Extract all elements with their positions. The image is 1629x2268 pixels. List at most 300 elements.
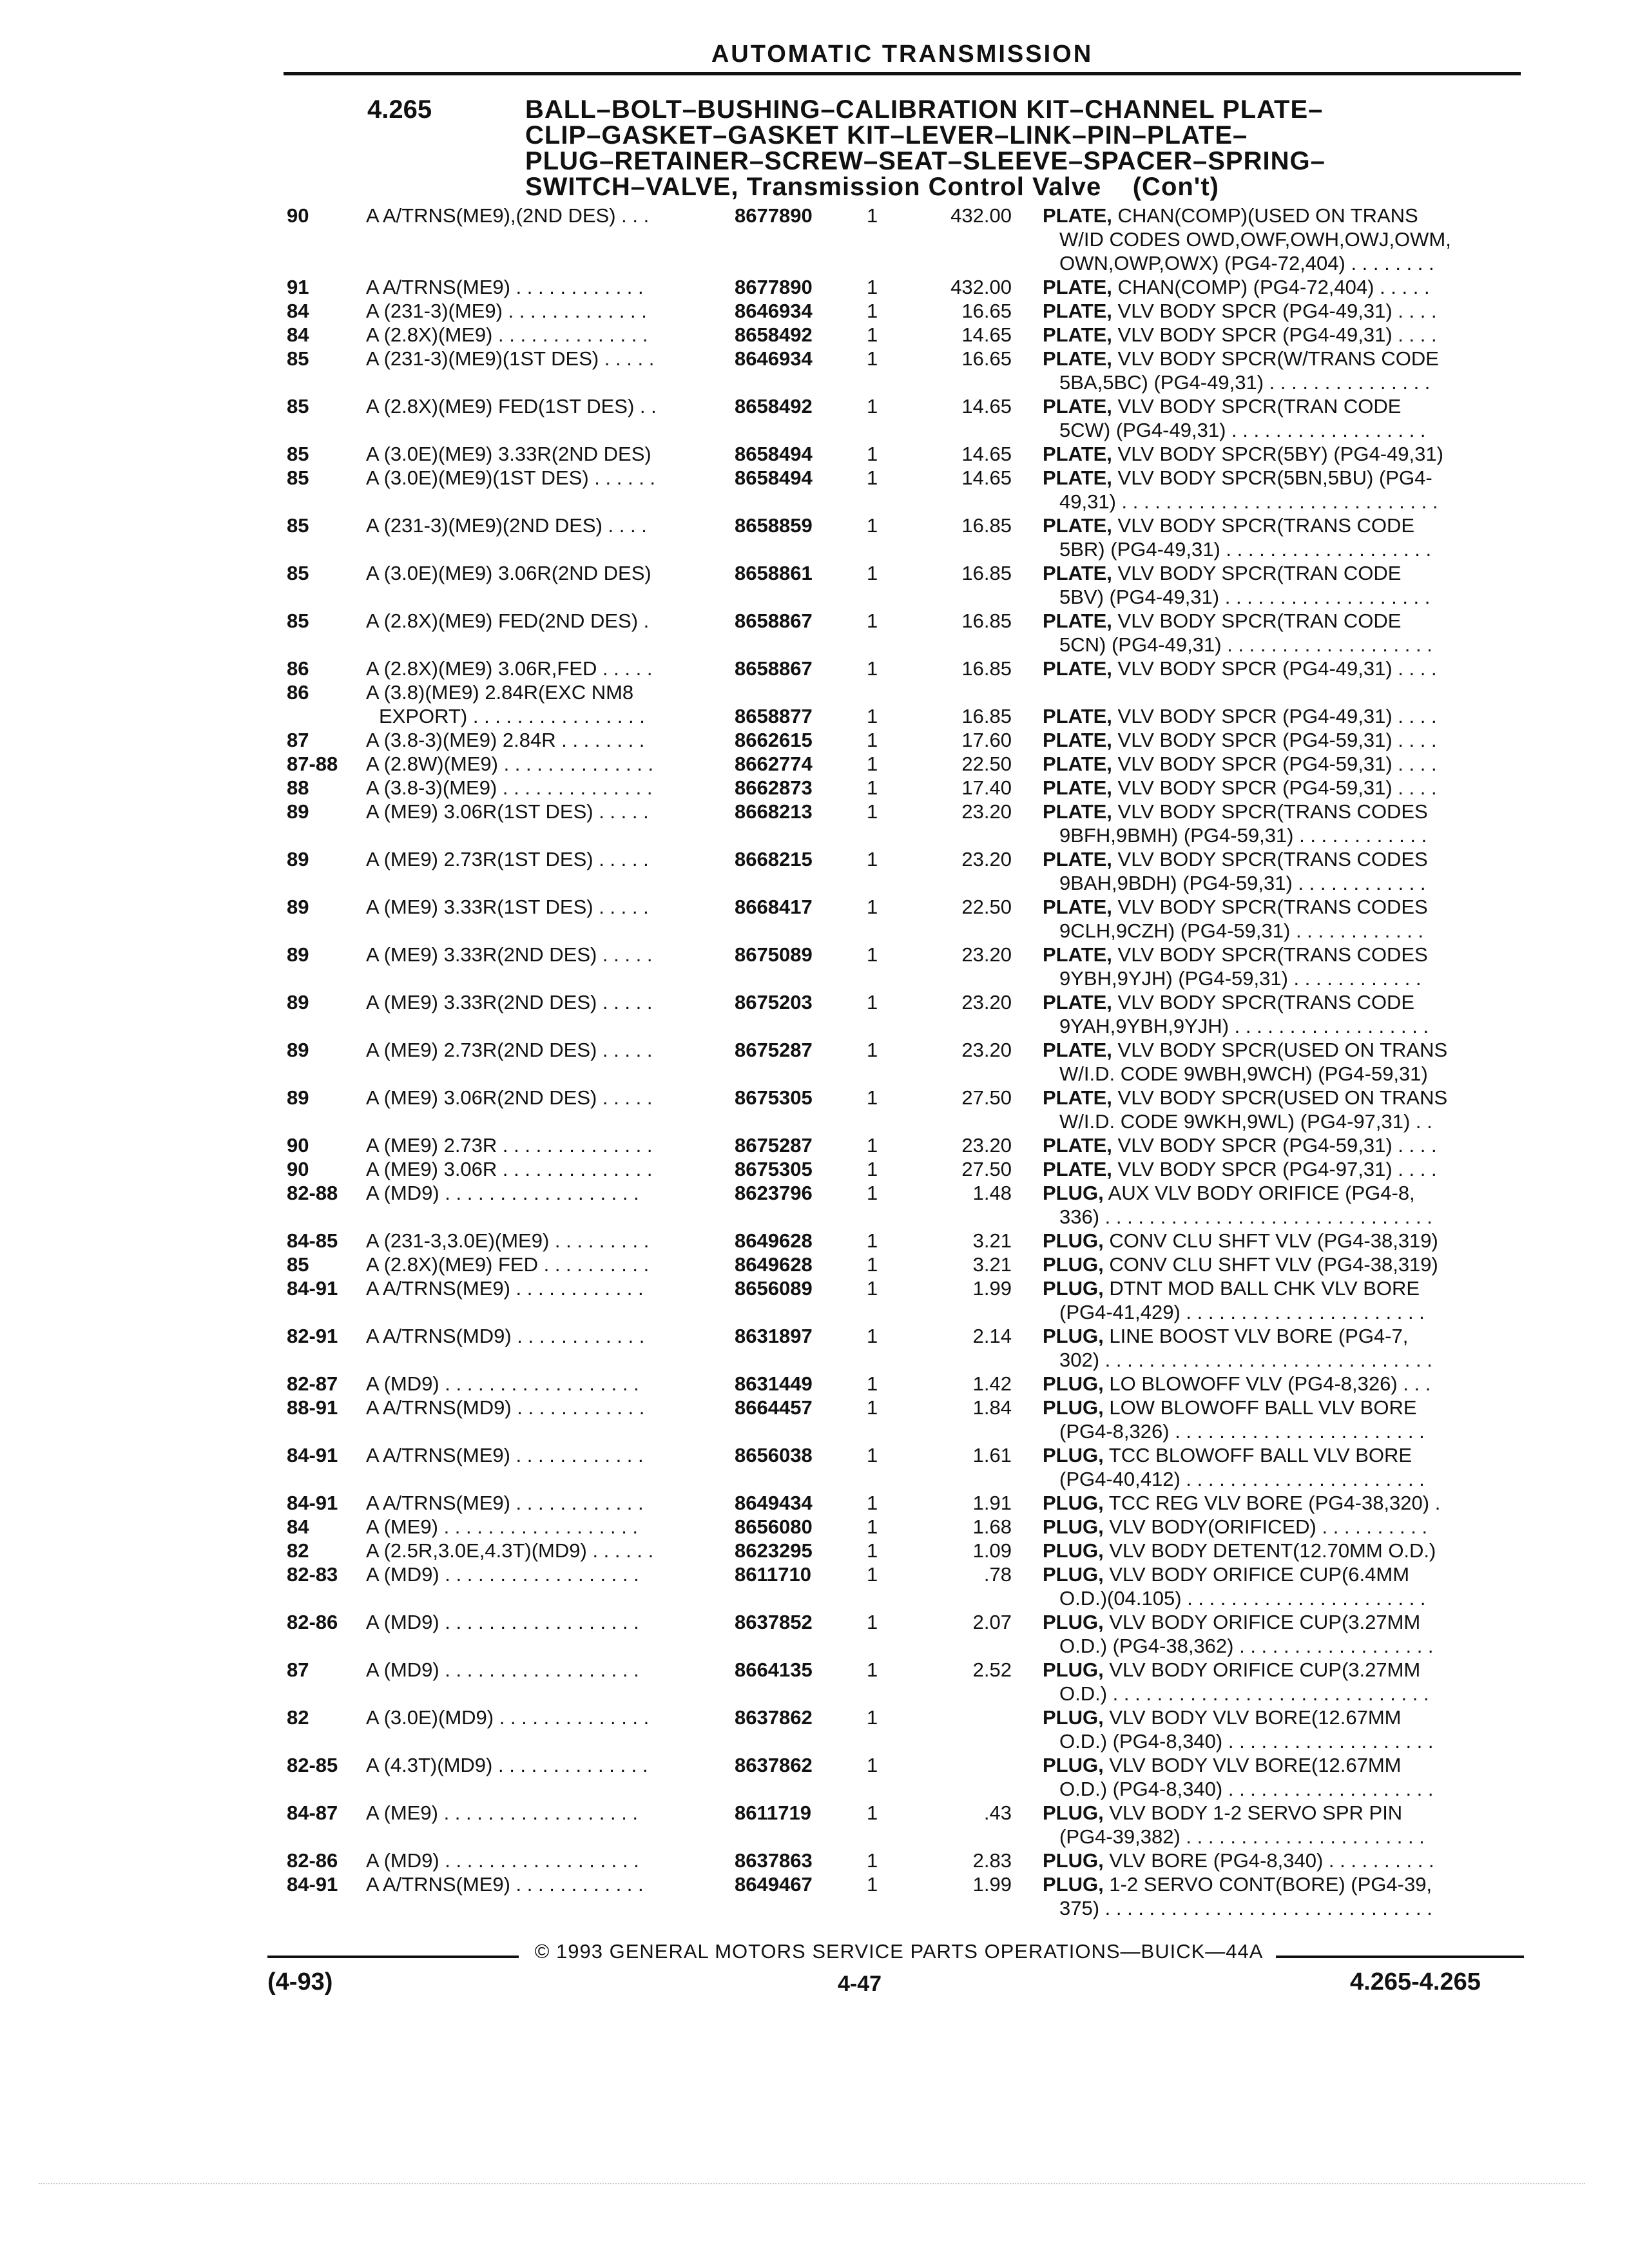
figure-number: 90 (287, 1158, 309, 1180)
quantity: 1 (867, 1515, 878, 1538)
price: 1.61 (972, 1444, 1012, 1466)
application-text: A (ME9) 2.73R(2ND DES) . . . . . (366, 1039, 653, 1061)
quantity: 1 (867, 204, 878, 227)
part-number: 8658877 (735, 705, 813, 727)
application-cell (366, 776, 652, 800)
figure-number: 84-91 (287, 1873, 338, 1896)
part-name: PLUG, (1043, 1253, 1104, 1276)
part-description-cont: O.D.) (PG4-8,340) . . . . . . . . . . . . . . . . . . . (1059, 1730, 1434, 1753)
application-cell (366, 1253, 649, 1276)
table-row (0, 1133, 1629, 1157)
part-description-cont: O.D.) (PG4-38,362) . . . . . . . . . . . . . . . . . . (1059, 1635, 1434, 1657)
quantity: 1 (867, 991, 878, 1014)
application-text: A (231-3,3.0E)(ME9) . . . . . . . . . (366, 1229, 650, 1252)
part-description-cont: 9BAH,9BDH) (PG4-59,31) . . . . . . . . . . . . (1059, 872, 1426, 894)
description-cell (1043, 347, 1439, 394)
section-number: 4.265 (367, 95, 432, 124)
quantity: 1 (867, 300, 878, 322)
price: 2.14 (972, 1325, 1012, 1347)
part-number: 8611710 (735, 1563, 811, 1586)
part-number: 8664135 (735, 1658, 813, 1681)
application-cell (366, 1706, 649, 1729)
part-description-cont: (PG4-40,412) . . . . . . . . . . . . . . . . . . . . . . (1059, 1468, 1425, 1490)
application-cell (366, 943, 652, 966)
application-cell (366, 514, 647, 537)
figure-number: 82-91 (287, 1325, 338, 1347)
description-cell (1043, 1562, 1425, 1610)
quantity: 1 (867, 1372, 878, 1395)
application-text: A (ME9) 3.33R(2ND DES) . . . . . (366, 991, 653, 1014)
part-description: VLV BODY SPCR (PG4-49,31) . . . . (1112, 705, 1437, 727)
application-text: A A/TRNS(ME9) . . . . . . . . . . . . (366, 1492, 644, 1514)
application-cell (366, 466, 655, 490)
header-rule (284, 72, 1521, 75)
part-description: VLV BODY SPCR(TRANS CODE (1112, 514, 1415, 537)
application-text: A A/TRNS(MD9) . . . . . . . . . . . . (366, 1396, 645, 1419)
part-description-cont: 5BR) (PG4-49,31) . . . . . . . . . . . . . . . . . . . (1059, 538, 1432, 561)
table-row (0, 466, 1629, 514)
figure-number: 84-91 (287, 1444, 338, 1466)
price: 17.40 (961, 776, 1012, 799)
part-description: VLV BODY SPCR(USED ON TRANS (1112, 1086, 1448, 1109)
figure-number: 84-91 (287, 1492, 338, 1514)
part-description-cont: W/I.D. CODE 9WKH,9WL) (PG4-97,31) . . (1059, 1110, 1432, 1133)
part-name: PLATE, (1043, 753, 1112, 775)
quantity: 1 (867, 1802, 878, 1824)
part-description: VLV BODY SPCR (PG4-59,31) . . . . (1112, 729, 1437, 751)
part-description: VLV BODY SPCR (PG4-59,31) . . . . (1112, 776, 1437, 799)
figure-number: 87-88 (287, 753, 338, 775)
part-name: PLUG, (1043, 1849, 1104, 1872)
figure-number: 89 (287, 800, 309, 823)
part-name: PLUG, (1043, 1539, 1104, 1562)
description-cell (1043, 1872, 1432, 1920)
part-number: 8675287 (735, 1134, 813, 1157)
quantity: 1 (867, 1706, 878, 1729)
price: 22.50 (961, 896, 1012, 918)
application-cell (366, 1086, 652, 1110)
description-cell (1043, 561, 1430, 609)
part-description: VLV BODY SPCR(TRANS CODES (1112, 896, 1428, 918)
description-cell (1043, 895, 1428, 943)
application-text: A (ME9) 3.06R . . . . . . . . . . . . . . (366, 1158, 653, 1180)
figure-number: 84 (287, 300, 309, 322)
application-text: A (ME9) 3.33R(1ST DES) . . . . . (366, 896, 649, 918)
application-cell (366, 752, 653, 776)
application-cell (366, 561, 651, 585)
part-description: VLV BODY DETENT(12.70MM O.D.) (1103, 1539, 1436, 1562)
part-name: PLATE, (1043, 276, 1112, 298)
price: 2.07 (972, 1611, 1012, 1633)
price: 1.99 (972, 1277, 1012, 1300)
part-number: 8656089 (735, 1277, 813, 1300)
application-cell (366, 1753, 648, 1777)
application-text: A (3.0E)(ME9) 3.06R(2ND DES) (366, 562, 651, 584)
table-row (0, 943, 1629, 990)
figure-number: 89 (287, 1086, 309, 1109)
quantity: 1 (867, 705, 878, 727)
part-number: 8664457 (735, 1396, 813, 1419)
price: 16.65 (961, 347, 1012, 370)
application-cell (366, 1849, 639, 1872)
application-cell (366, 1372, 639, 1396)
table-row (0, 1396, 1629, 1443)
figure-number: 88-91 (287, 1396, 338, 1419)
part-number: 8677890 (735, 276, 813, 298)
part-number: 8637852 (735, 1611, 813, 1633)
quantity: 1 (867, 562, 878, 584)
part-name: PLATE, (1043, 514, 1112, 537)
part-name: PLUG, (1043, 1444, 1104, 1466)
part-name: PLATE, (1043, 204, 1112, 227)
part-name: PLATE, (1043, 323, 1112, 346)
part-name: PLATE, (1043, 1134, 1112, 1157)
part-description: 1-2 SERVO CONT(BORE) (PG4-39, (1103, 1873, 1432, 1896)
description-cell (1043, 990, 1429, 1038)
application-cell (366, 204, 649, 227)
figure-number: 85 (287, 347, 309, 370)
application-text: A (231-3)(ME9)(2ND DES) . . . . (366, 514, 647, 537)
figure-number: 86 (287, 657, 309, 680)
section-title-tail: Transmission Control Valve (738, 173, 1102, 201)
description-cell (1043, 323, 1437, 347)
figure-number: 85 (287, 443, 309, 465)
price: 27.50 (961, 1086, 1012, 1109)
section-title-line: PLUG–RETAINER–SCREW–SEAT–SLEEVE–SPACER–SPRING– (525, 147, 1325, 175)
application-text: A (ME9) 2.73R(1ST DES) . . . . . (366, 848, 649, 870)
quantity: 1 (867, 347, 878, 370)
part-number: 8668213 (735, 800, 813, 823)
description-cell (1043, 704, 1437, 728)
part-description: LINE BOOST VLV BORE (PG4-7, (1103, 1325, 1409, 1347)
application-cell (366, 990, 652, 1014)
part-description: VLV BODY ORIFICE CUP(3.27MM (1103, 1611, 1421, 1633)
figure-number: 89 (287, 1039, 309, 1061)
part-name: PLUG, (1043, 1754, 1104, 1776)
description-cell (1043, 728, 1437, 752)
price: 23.20 (961, 1039, 1012, 1061)
part-number: 8637862 (735, 1706, 813, 1729)
part-description-cont: 5CW) (PG4-49,31) . . . . . . . . . . . . . . . . . . (1059, 419, 1426, 441)
price: 23.20 (961, 1134, 1012, 1157)
part-description: CONV CLU SHFT VLV (PG4-38,319) (1103, 1253, 1438, 1276)
part-description-cont: (PG4-41,429) . . . . . . . . . . . . . . . . . . . . . . (1059, 1301, 1425, 1323)
quantity: 1 (867, 896, 878, 918)
part-number: 8658494 (735, 443, 813, 465)
quantity: 1 (867, 276, 878, 298)
description-cell (1043, 1706, 1434, 1753)
quantity: 1 (867, 1253, 878, 1276)
part-number: 8637863 (735, 1849, 813, 1872)
part-description-cont: O.D.)(04.105) . . . . . . . . . . . . . . . . . . . . . . (1059, 1587, 1426, 1610)
quantity: 1 (867, 776, 878, 799)
table-row (0, 1253, 1629, 1276)
quantity: 1 (867, 1539, 878, 1562)
part-number: 8656038 (735, 1444, 813, 1466)
application-text: A (MD9) . . . . . . . . . . . . . . . . . . (366, 1611, 639, 1633)
part-description: TCC BLOWOFF BALL VLV BORE (1103, 1444, 1412, 1466)
figure-number: 89 (287, 848, 309, 870)
application-text: A (3.0E)(ME9)(1ST DES) . . . . . . (366, 466, 656, 489)
price: 1.84 (972, 1396, 1012, 1419)
price: 16.85 (961, 705, 1012, 727)
table-row (0, 657, 1629, 680)
part-description: LO BLOWOFF VLV (PG4-8,326) . . . (1103, 1372, 1431, 1395)
part-description-cont: O.D.) . . . . . . . . . . . . . . . . . . . . . . . . . . . . . (1059, 1682, 1429, 1705)
description-cell (1043, 1253, 1438, 1276)
quantity: 1 (867, 1182, 878, 1204)
description-cell (1043, 466, 1438, 514)
quantity: 1 (867, 1229, 878, 1252)
description-cell (1043, 776, 1437, 800)
part-description-cont: 9YBH,9YJH) (PG4-59,31) . . . . . . . . . . . . (1059, 967, 1422, 990)
application-text: A (2.8X)(ME9) FED(1ST DES) . . (366, 395, 657, 418)
table-row (0, 514, 1629, 561)
application-cell (366, 1181, 639, 1205)
part-name: PLATE, (1043, 347, 1112, 370)
table-row (0, 561, 1629, 609)
part-description: VLV BODY SPCR (PG4-49,31) . . . . (1112, 657, 1437, 680)
description-cell (1043, 299, 1437, 323)
part-description: CONV CLU SHFT VLV (PG4-38,319) (1103, 1229, 1438, 1252)
table-row (0, 1706, 1629, 1753)
quantity: 1 (867, 848, 878, 870)
quantity: 1 (867, 323, 878, 346)
part-name: PLATE, (1043, 729, 1112, 751)
price: 2.52 (972, 1658, 1012, 1681)
part-name: PLUG, (1043, 1563, 1104, 1586)
part-number: 8662615 (735, 729, 813, 751)
table-row (0, 204, 1629, 275)
quantity: 1 (867, 1444, 878, 1466)
part-name: PLUG, (1043, 1611, 1104, 1633)
price: 16.85 (961, 657, 1012, 680)
price: 17.60 (961, 729, 1012, 751)
figure-number: 88 (287, 776, 309, 799)
price: 14.65 (961, 323, 1012, 346)
price: 23.20 (961, 848, 1012, 870)
price: 16.65 (961, 300, 1012, 322)
description-cell (1043, 1658, 1429, 1706)
part-number: 8631897 (735, 1325, 813, 1347)
price: 1.99 (972, 1873, 1012, 1896)
part-description-cont: (PG4-39,382) . . . . . . . . . . . . . . . . . . . . . . (1059, 1825, 1425, 1848)
price: 16.85 (961, 514, 1012, 537)
figure-number: 91 (287, 276, 309, 298)
part-description: LOW BLOWOFF BALL VLV BORE (1103, 1396, 1417, 1419)
application-cell (366, 1133, 652, 1157)
description-cell (1043, 514, 1431, 561)
section-title-line: BALL–BOLT–BUSHING–CALIBRATION KIT–CHANNEL PLATE– (525, 95, 1324, 124)
price: 3.21 (972, 1229, 1012, 1252)
quantity: 1 (867, 1492, 878, 1514)
application-text: A (ME9) 3.33R(2ND DES) . . . . . (366, 943, 653, 966)
part-description: VLV BODY SPCR (PG4-49,31) . . . . (1112, 300, 1437, 322)
page-header (284, 39, 1521, 70)
figure-number: 82-87 (287, 1372, 338, 1395)
part-name: PLUG, (1043, 1277, 1104, 1300)
part-name: PLUG, (1043, 1492, 1104, 1514)
price: 27.50 (961, 1158, 1012, 1180)
description-cell (1043, 1753, 1434, 1801)
part-description: VLV BODY SPCR (PG4-59,31) . . . . (1112, 753, 1437, 775)
part-description: VLV BODY SPCR (PG4-97,31) . . . . (1112, 1158, 1437, 1180)
part-description: CHAN(COMP) (PG4-72,404) . . . . . (1112, 276, 1430, 298)
description-cell (1043, 204, 1451, 275)
figure-number: 82-85 (287, 1754, 338, 1776)
part-name: PLATE, (1043, 896, 1112, 918)
table-row (0, 728, 1629, 752)
price: 22.50 (961, 753, 1012, 775)
part-name: PLATE, (1043, 1158, 1112, 1180)
part-name: PLUG, (1043, 1325, 1104, 1347)
description-cell (1043, 943, 1428, 990)
table-row (0, 680, 1629, 728)
application-cell (366, 657, 652, 680)
table-row (0, 1372, 1629, 1396)
application-cell (366, 1443, 644, 1467)
figure-number: 85 (287, 610, 309, 632)
description-cell (1043, 847, 1428, 895)
part-description: VLV BODY SPCR(USED ON TRANS (1112, 1039, 1448, 1061)
quantity: 1 (867, 1086, 878, 1109)
application-cell (366, 800, 649, 823)
continued-label: (Con't) (1132, 173, 1219, 201)
part-number: 8668417 (735, 896, 813, 918)
part-description: VLV BODY ORIFICE CUP(6.4MM (1103, 1563, 1410, 1586)
application-cell (366, 728, 644, 752)
price: 1.42 (972, 1372, 1012, 1395)
quantity: 1 (867, 443, 878, 465)
price: 16.85 (961, 610, 1012, 632)
table-row (0, 990, 1629, 1038)
figure-number: 85 (287, 1253, 309, 1276)
table-row (0, 609, 1629, 657)
part-description-cont: 5BV) (PG4-49,31) . . . . . . . . . . . . . . . . . . . (1059, 586, 1431, 608)
figure-number: 87 (287, 1658, 309, 1681)
part-number: 8649434 (735, 1492, 813, 1514)
application-cell (366, 347, 654, 370)
application-cell (366, 1515, 638, 1539)
page-title: AUTOMATIC TRANSMISSION (711, 41, 1094, 68)
part-number: 8649628 (735, 1253, 813, 1276)
part-description: VLV BODY SPCR(TRAN CODE (1112, 610, 1402, 632)
description-cell (1043, 1157, 1437, 1181)
description-cell (1043, 1515, 1427, 1539)
part-number: 8646934 (735, 347, 813, 370)
quantity: 1 (867, 1873, 878, 1896)
description-cell (1043, 609, 1432, 657)
application-text: A (2.8X)(ME9) FED(2ND DES) . (366, 610, 650, 632)
application-cell (366, 1276, 644, 1300)
part-name: PLUG, (1043, 1706, 1104, 1729)
application-cell (366, 1324, 644, 1348)
part-description: DTNT MOD BALL CHK VLV BORE (1103, 1277, 1420, 1300)
table-row (0, 1801, 1629, 1849)
part-name: PLUG, (1043, 1802, 1104, 1824)
section-title-line (525, 174, 1492, 200)
table-row (0, 776, 1629, 800)
description-cell (1043, 1181, 1432, 1229)
part-number: 8658861 (735, 562, 813, 584)
application-text: A A/TRNS(ME9) . . . . . . . . . . . . (366, 1444, 644, 1466)
application-cell (366, 1491, 644, 1515)
price: 23.20 (961, 991, 1012, 1014)
figure-number: 82-88 (287, 1182, 338, 1204)
part-description-cont: W/I.D. CODE 9WBH,9WCH) (PG4-59,31) (1059, 1062, 1428, 1085)
part-number: 8675305 (735, 1158, 813, 1180)
table-row (0, 1181, 1629, 1229)
table-row (0, 1229, 1629, 1253)
application-cell (366, 1396, 644, 1419)
price: 23.20 (961, 943, 1012, 966)
price: 1.68 (972, 1515, 1012, 1538)
table-row (0, 1276, 1629, 1324)
copyright-line: © 1993 GENERAL MOTORS SERVICE PARTS OPERATIONS—BUICK—44A (534, 1940, 1264, 1963)
part-name: PLATE, (1043, 443, 1112, 465)
quantity: 1 (867, 1563, 878, 1586)
table-row (0, 1038, 1629, 1086)
application-text: A (2.5R,3.0E,4.3T)(MD9) . . . . . . (366, 1539, 654, 1562)
table-row (0, 1562, 1629, 1610)
part-number: 8631449 (735, 1372, 813, 1395)
part-number: 8656080 (735, 1515, 813, 1538)
price: 16.85 (961, 562, 1012, 584)
figure-number: 85 (287, 466, 309, 489)
price: 3.21 (972, 1253, 1012, 1276)
table-row (0, 1610, 1629, 1658)
figure-number: 89 (287, 991, 309, 1014)
table-row (0, 1324, 1629, 1372)
description-cell (1043, 1610, 1434, 1658)
table-row (0, 1539, 1629, 1562)
description-cell (1043, 442, 1443, 466)
application-text: A (ME9) . . . . . . . . . . . . . . . . . . (366, 1515, 639, 1538)
part-description: VLV BODY SPCR(TRANS CODES (1112, 800, 1428, 823)
application-cell (366, 1610, 639, 1634)
application-cell (366, 895, 649, 919)
application-text: A (MD9) . . . . . . . . . . . . . . . . . . (366, 1372, 639, 1395)
part-number: 8623295 (735, 1539, 813, 1562)
quantity: 1 (867, 729, 878, 751)
figure-number: 82-83 (287, 1563, 338, 1586)
application-cell (366, 609, 649, 633)
table-row (0, 394, 1629, 442)
footer-rule-left (267, 1956, 519, 1958)
revision-date: (4-93) (267, 1968, 333, 1995)
part-name: PLATE, (1043, 776, 1112, 799)
application-text: A (MD9) . . . . . . . . . . . . . . . . . . (366, 1658, 639, 1681)
application-text: A (MD9) . . . . . . . . . . . . . . . . . . (366, 1182, 639, 1204)
part-number: 8668215 (735, 848, 813, 870)
quantity: 1 (867, 657, 878, 680)
part-description-cont: (PG4-8,326) . . . . . . . . . . . . . . . . . . . . . . . (1059, 1420, 1425, 1443)
quantity: 1 (867, 1754, 878, 1776)
description-cell (1043, 1372, 1431, 1396)
table-row (0, 1157, 1629, 1181)
price: 1.09 (972, 1539, 1012, 1562)
part-name: PLUG, (1043, 1182, 1104, 1204)
part-name: PLATE, (1043, 395, 1112, 418)
section-title-lead: SWITCH–VALVE, (525, 173, 739, 201)
application-text: A (2.8W)(ME9) . . . . . . . . . . . . . . (366, 753, 654, 775)
part-description: VLV BODY VLV BORE(12.67MM (1103, 1706, 1402, 1729)
figure-number: 90 (287, 1134, 309, 1157)
part-number: 8677890 (735, 204, 813, 227)
price: 14.65 (961, 466, 1012, 489)
description-cell (1043, 657, 1437, 680)
page-footer (267, 1936, 1524, 1975)
